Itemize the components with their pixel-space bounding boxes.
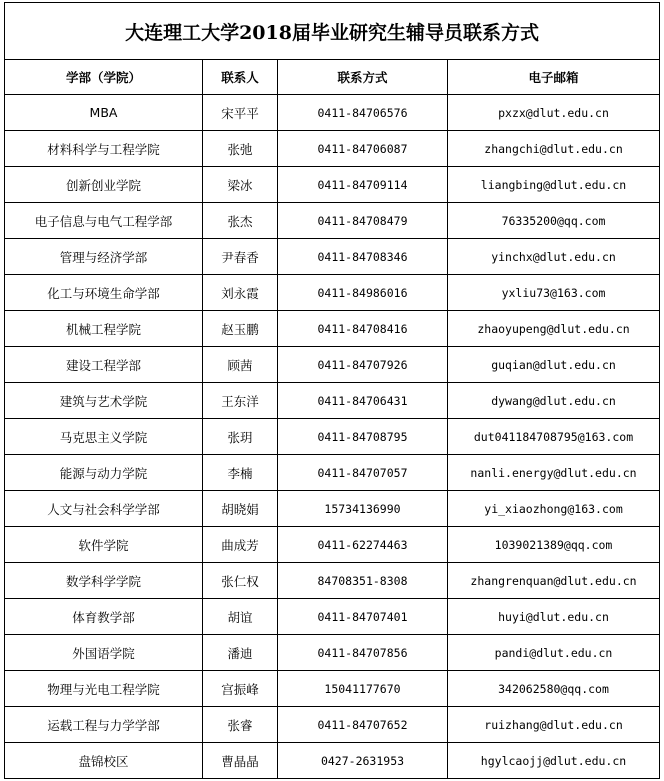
contact-cell: 梁冰 (203, 167, 278, 203)
contact-cell: 李楠 (203, 455, 278, 491)
header-email: 电子邮箱 (448, 60, 660, 95)
phone-cell: 0411-84986016 (278, 275, 448, 311)
table-row (5, 95, 660, 131)
department-cell: 马克思主义学院 (5, 419, 203, 455)
table-row (5, 203, 660, 239)
email-cell: ruizhang@dlut.edu.cn (448, 707, 660, 743)
phone-cell: 0411-84707856 (278, 635, 448, 671)
table-title: 大连理工大学2018届毕业研究生辅导员联系方式 (5, 3, 660, 60)
header-phone: 联系方式 (278, 60, 448, 95)
email-cell: dut041184708795@163.com (448, 419, 660, 455)
phone-cell: 0411-62274463 (278, 527, 448, 563)
table-row (5, 599, 660, 635)
department-cell: 外国语学院 (5, 635, 203, 671)
department-cell: 能源与动力学院 (5, 455, 203, 491)
department-cell: 人文与社会科学学部 (5, 491, 203, 527)
department-cell: 电子信息与电气工程学部 (5, 203, 203, 239)
table-row (5, 671, 660, 707)
table-row (5, 239, 660, 275)
phone-cell: 0411-84707652 (278, 707, 448, 743)
table-row (5, 635, 660, 671)
department-cell: 管理与经济学部 (5, 239, 203, 275)
table-row (5, 275, 660, 311)
contact-cell: 胡谊 (203, 599, 278, 635)
phone-cell: 0411-84706431 (278, 383, 448, 419)
table-row (5, 491, 660, 527)
contact-cell: 王东洋 (203, 383, 278, 419)
department-cell: 软件学院 (5, 527, 203, 563)
contact-cell: 曲成芳 (203, 527, 278, 563)
email-cell: pandi@dlut.edu.cn (448, 635, 660, 671)
department-cell: 体育教学部 (5, 599, 203, 635)
email-cell: dywang@dlut.edu.cn (448, 383, 660, 419)
department-cell: 盘锦校区 (5, 743, 203, 779)
table-row (5, 347, 660, 383)
contact-cell: 张睿 (203, 707, 278, 743)
header-department: 学部（学院） (5, 60, 203, 95)
table-row (5, 383, 660, 419)
contact-cell: 张杰 (203, 203, 278, 239)
email-cell: zhangrenquan@dlut.edu.cn (448, 563, 660, 599)
department-cell: 化工与环境生命学部 (5, 275, 203, 311)
phone-cell: 0411-84706576 (278, 95, 448, 131)
phone-cell: 0411-84709114 (278, 167, 448, 203)
table-row (5, 707, 660, 743)
table-row (5, 311, 660, 347)
contact-cell: 尹春香 (203, 239, 278, 275)
contact-cell: 潘迪 (203, 635, 278, 671)
phone-cell: 0411-84706087 (278, 131, 448, 167)
contact-cell: 张玥 (203, 419, 278, 455)
department-cell: 创新创业学院 (5, 167, 203, 203)
contact-cell: 曹晶晶 (203, 743, 278, 779)
department-cell: 数学科学学院 (5, 563, 203, 599)
email-cell: liangbing@dlut.edu.cn (448, 167, 660, 203)
email-cell: 1039021389@qq.com (448, 527, 660, 563)
table-row (5, 131, 660, 167)
email-cell: yinchx@dlut.edu.cn (448, 239, 660, 275)
email-cell: huyi@dlut.edu.cn (448, 599, 660, 635)
table-row (5, 527, 660, 563)
contact-cell: 顾茜 (203, 347, 278, 383)
phone-cell: 0427-2631953 (278, 743, 448, 779)
phone-cell: 0411-84707401 (278, 599, 448, 635)
contact-cell: 宋平平 (203, 95, 278, 131)
email-cell: zhaoyupeng@dlut.edu.cn (448, 311, 660, 347)
department-cell: 建设工程学部 (5, 347, 203, 383)
phone-cell: 0411-84707926 (278, 347, 448, 383)
department-cell: 材料科学与工程学院 (5, 131, 203, 167)
phone-cell: 0411-84708795 (278, 419, 448, 455)
contact-cell: 胡晓娟 (203, 491, 278, 527)
table-row (5, 419, 660, 455)
email-cell: pxzx@dlut.edu.cn (448, 95, 660, 131)
contact-cell: 张弛 (203, 131, 278, 167)
department-cell: 机械工程学院 (5, 311, 203, 347)
department-cell: 物理与光电工程学院 (5, 671, 203, 707)
email-cell: 76335200@qq.com (448, 203, 660, 239)
email-cell: yi_xiaozhong@163.com (448, 491, 660, 527)
phone-cell: 15041177670 (278, 671, 448, 707)
phone-cell: 0411-84708416 (278, 311, 448, 347)
table-row (5, 167, 660, 203)
phone-cell: 0411-84707057 (278, 455, 448, 491)
email-cell: yxliu73@163.com (448, 275, 660, 311)
phone-cell: 0411-84708479 (278, 203, 448, 239)
email-cell: 342062580@qq.com (448, 671, 660, 707)
table-row (5, 455, 660, 491)
phone-cell: 0411-84708346 (278, 239, 448, 275)
contact-cell: 宫振峰 (203, 671, 278, 707)
table-body (5, 95, 660, 779)
table-row (5, 743, 660, 779)
email-cell: nanli.energy@dlut.edu.cn (448, 455, 660, 491)
contact-cell: 赵玉鹏 (203, 311, 278, 347)
table-row (5, 563, 660, 599)
phone-cell: 84708351-8308 (278, 563, 448, 599)
email-cell: hgylcaojj@dlut.edu.cn (448, 743, 660, 779)
department-cell: MBA (5, 95, 203, 131)
department-cell: 建筑与艺术学院 (5, 383, 203, 419)
department-cell: 运载工程与力学学部 (5, 707, 203, 743)
phone-cell: 15734136990 (278, 491, 448, 527)
header-contact: 联系人 (203, 60, 278, 95)
contact-cell: 刘永霞 (203, 275, 278, 311)
email-cell: guqian@dlut.edu.cn (448, 347, 660, 383)
contact-table (4, 2, 660, 779)
email-cell: zhangchi@dlut.edu.cn (448, 131, 660, 167)
contact-cell: 张仁权 (203, 563, 278, 599)
